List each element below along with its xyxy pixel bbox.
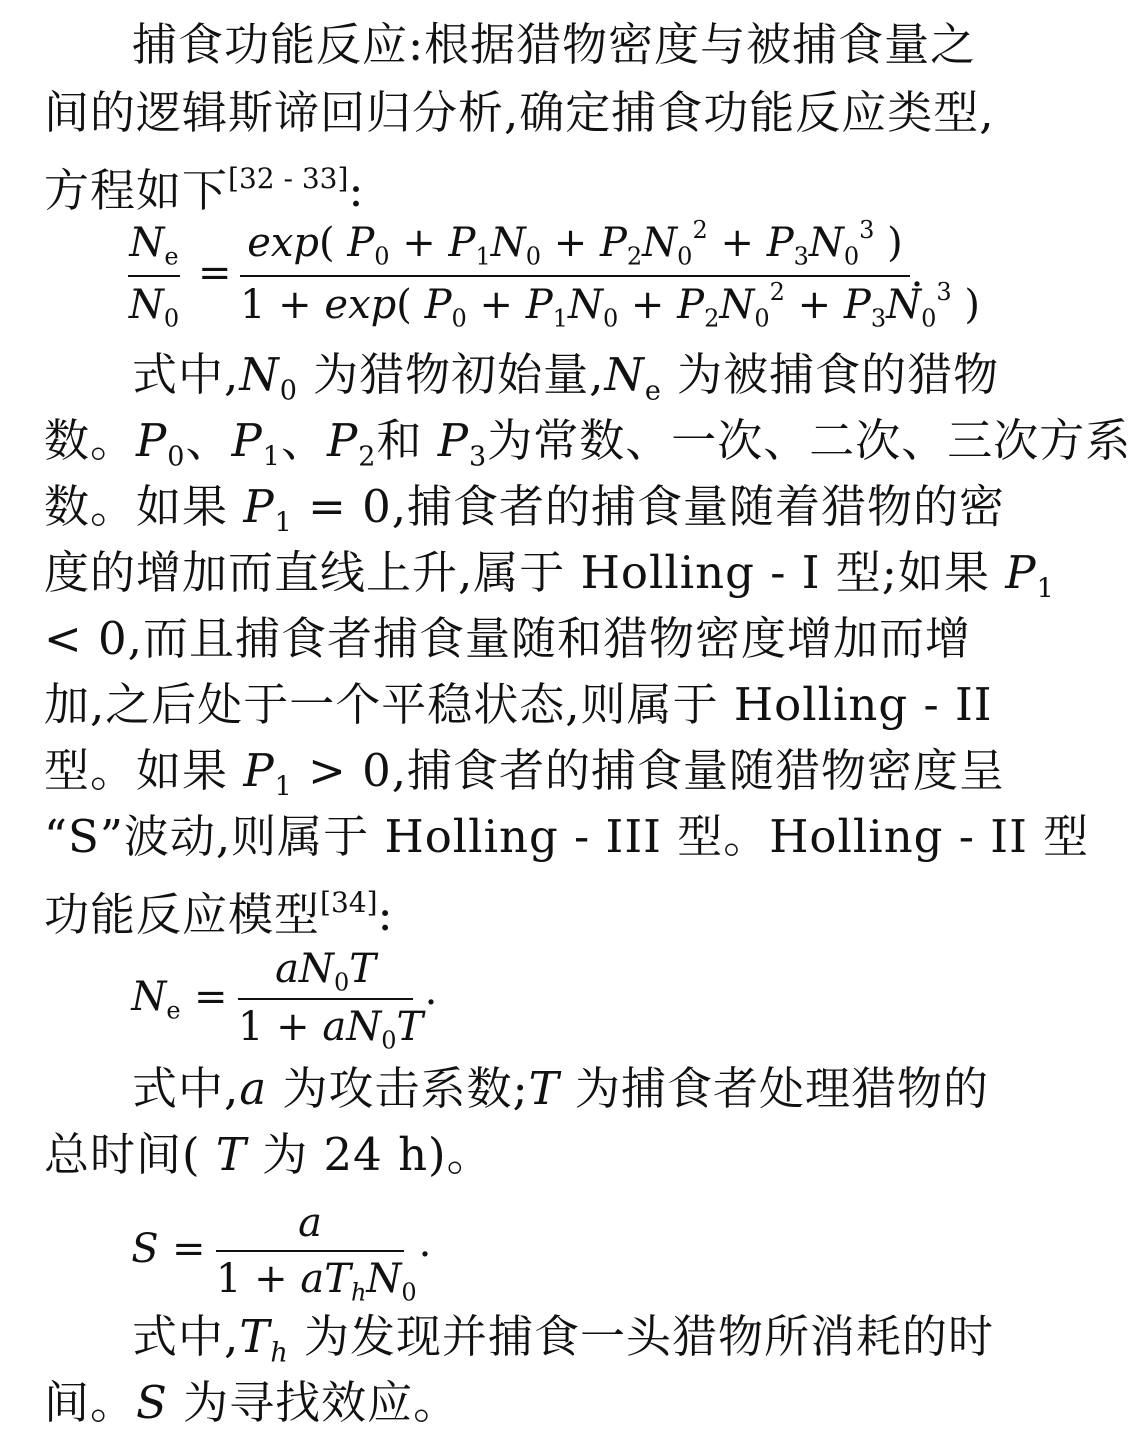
equation-3-equals: = bbox=[172, 1226, 206, 1272]
equation-2 bbox=[128, 946, 468, 1056]
paragraph-1-line-2: 间的逻辑斯谛回归分析,确定捕食功能反应类型, bbox=[44, 86, 995, 139]
paragraph-2-line-5: < 0,而且捕食者捕食量随和猎物密度增加而增 bbox=[44, 612, 971, 665]
equation-1-rhs-fraction-bar bbox=[240, 275, 910, 277]
paragraph-1-line-3-text: 方程如下 bbox=[44, 164, 229, 217]
paragraph-3-line-2: 总时间( T 为 24 h)。 bbox=[44, 1128, 493, 1181]
equation-2-fraction-bar bbox=[238, 998, 413, 1000]
paragraph-1-line-1: 捕食功能反应:根据猎物密度与被捕食量之 bbox=[132, 18, 977, 71]
paragraph-2-line-9-text: 功能反应模型 bbox=[44, 888, 321, 941]
equation-2-period: . bbox=[424, 968, 438, 1014]
paragraph-4-line-1: 式中$,T_h$ 为发现并捕食一头猎物所消耗的时 bbox=[132, 1310, 995, 1369]
citation-32-33: [32 - 33] bbox=[228, 162, 349, 195]
paragraph-2-line-9 bbox=[44, 872, 962, 941]
equation-1-lhs-denominator: $N_0$ bbox=[128, 282, 180, 333]
paragraph-2-line-8: “S”波动,则属于 Holling - III 型。Holling - II 型 bbox=[44, 810, 1090, 863]
equation-3-period: . bbox=[418, 1220, 432, 1266]
equation-1-period: . bbox=[910, 250, 924, 296]
equation-2-denominator: $1 + aN_0T$ bbox=[238, 1004, 424, 1055]
paragraph-1-line-3-end: : bbox=[348, 164, 365, 217]
equation-3-fraction-bar bbox=[216, 1250, 404, 1252]
equation-1-lhs-fraction-bar bbox=[128, 275, 180, 277]
paragraph-2-line-9-end: : bbox=[377, 888, 394, 941]
equation-1-lhs-numerator: $N_e$ bbox=[129, 220, 179, 271]
equation-2-numerator: $aN_0T$ bbox=[275, 946, 376, 997]
equation-1 bbox=[128, 216, 980, 335]
paragraph-2-line-3: 数。如果 $P_1 = 0$,捕食者的捕食量随着猎物的密 bbox=[44, 480, 1006, 539]
paragraph-2-line-7: 型。如果 $P_1 > 0$,捕食者的捕食量随猎物密度呈 bbox=[44, 744, 1006, 803]
equation-3-denominator: $1 + aT_hN_0$ bbox=[216, 1256, 417, 1307]
paragraph-3-line-1: 式中,a 为攻击系数;T 为捕食者处理猎物的 bbox=[132, 1062, 989, 1115]
equation-3 bbox=[128, 1200, 468, 1310]
paragraph-2-line-6: 加,之后处于一个平稳状态,则属于 Holling - II bbox=[44, 678, 993, 731]
paragraph-4-line-2: 间。S 为寻找效应。 bbox=[44, 1376, 460, 1429]
paragraph-1-line-3 bbox=[44, 148, 962, 217]
equation-1-equals: = bbox=[198, 250, 232, 296]
equation-1-rhs-numerator: exp( $P_0 + P_1N_0 + P_2N_0^2 + P_3N_0^3$ ) bbox=[247, 216, 903, 271]
equation-1-rhs-denominator: 1 + exp( $P_0 + P_1N_0 + P_2N_0^2 + P_3N_0^3$ ) bbox=[240, 278, 980, 333]
citation-34: [34] bbox=[320, 886, 378, 919]
paragraph-2-line-1: 式中$,N_0$ 为猎物初始量$,N_e$ 为被捕食的猎物 bbox=[132, 348, 1000, 407]
paragraph-2-line-2: 数。$P_0$、$P_1$、$P_2$和 $P_3$为常数、一次、二次、三次方系 bbox=[44, 414, 1131, 473]
equation-2-equals: = bbox=[194, 974, 228, 1020]
equation-3-lhs: S bbox=[131, 1226, 159, 1272]
equation-2-lhs: $N_e$ bbox=[131, 974, 181, 1025]
paragraph-2-line-4: 度的增加而直线上升,属于 Holling - I 型;如果 $P_1$ bbox=[44, 546, 1055, 605]
equation-3-numerator: a bbox=[298, 1200, 322, 1246]
